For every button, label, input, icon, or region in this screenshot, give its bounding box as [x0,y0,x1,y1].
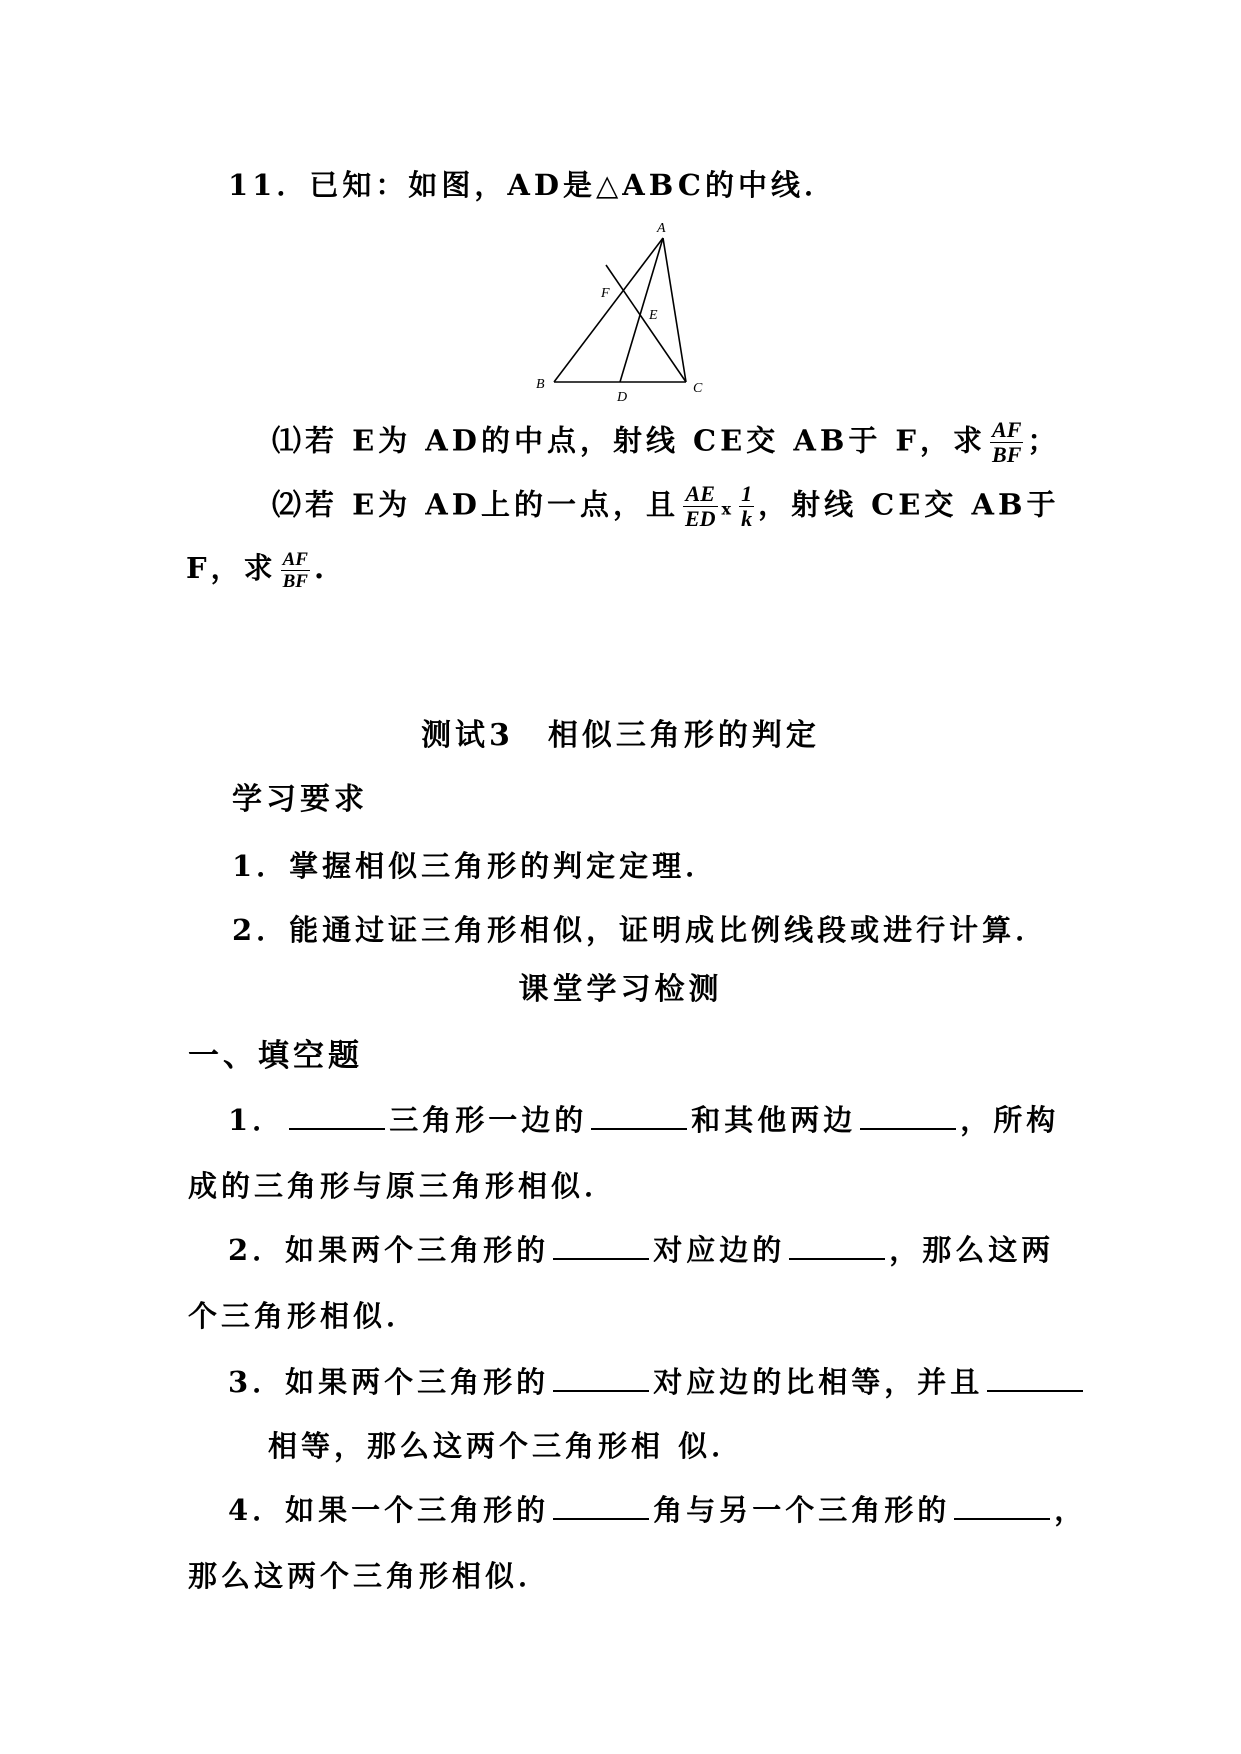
question-text: ，那么这两 [889,1233,1055,1267]
fraction-numerator: AF [282,548,308,570]
answer-blank[interactable] [553,1232,649,1260]
problem-11-part-1 [272,418,1060,467]
label-b: B [536,377,545,392]
fraction-denominator: k [741,506,753,531]
part2-line2-text: F，求 [186,551,277,585]
ray-ce [606,265,686,382]
question-text: 对应边的 [653,1233,786,1267]
label-e: E [649,308,658,323]
fill-blank-heading: 一、填空题 [188,1038,363,1074]
fraction-1-k [739,482,754,531]
side-ab [554,238,663,382]
fraction-denominator: BF [282,570,308,592]
classroom-heading: 课堂学习检测 [518,972,723,1007]
question-text: ，所构 [960,1103,1060,1137]
answer-blank[interactable] [553,1364,649,1392]
question-4-line-2: 那么这两个三角形相似． [188,1559,552,1593]
section-title: 测试3 相似三角形的判定 [421,718,820,753]
fraction-denominator: ED [684,506,716,531]
fraction-af-bf [990,418,1023,467]
answer-blank[interactable] [789,1232,885,1260]
question-text: 1． [228,1103,286,1137]
side-ac [663,238,686,382]
label-a: A [657,221,666,236]
part1-text: ⑴若 E为 AD的中点，射线 CE交 AB于 F，求 [272,423,987,458]
part2-suffix: ，射线 CE交 AB于 [758,487,1060,522]
question-text: ， [1054,1493,1088,1527]
question-1-line-2: 成的三角形与原三角形相似． [188,1169,618,1203]
answer-blank[interactable] [987,1364,1083,1392]
question-text: 三角形一边的 [389,1103,588,1137]
question-2 [228,1230,1054,1270]
question-text: 角与另一个三角形的 [653,1493,951,1527]
fraction-numerator: AE [683,482,718,507]
label-d: D [617,390,628,405]
part2-line2-suffix: . [313,551,329,585]
fraction-ae-ed [683,482,718,531]
problem-11-part-2 [272,482,1059,531]
label-f: F [601,286,610,301]
requirements-heading: 学习要求 [232,782,368,817]
question-3-line-2: 相等，那么这两个三角形相 似． [268,1429,745,1463]
question-2-line-2: 个三角形相似． [188,1299,420,1333]
fraction-numerator: 1 [741,481,753,506]
question-text: 3．如果两个三角形的 [228,1365,550,1399]
answer-blank[interactable] [591,1102,687,1130]
question-text: 对应边的比相等，并且 [653,1365,984,1399]
question-text: 和其他两边 [691,1103,857,1137]
part2-text: ⑵若 E为 AD上的一点，且 [272,487,679,522]
problem-11-part-2-line-2 [186,548,328,592]
requirement-1: 1．掌握相似三角形的判定定理． [232,849,719,883]
answer-blank[interactable] [289,1102,385,1130]
fraction-numerator: AF [992,417,1022,442]
question-text: 4．如果一个三角形的 [228,1493,550,1527]
part1-suffix: ； [1027,423,1061,458]
requirement-2: 2．能通过证三角形相似，证明成比例线段或进行计算． [232,913,1049,947]
answer-blank[interactable] [860,1102,956,1130]
question-text: 2．如果两个三角形的 [228,1233,550,1267]
label-c: C [693,381,703,396]
answer-blank[interactable] [954,1492,1050,1520]
fraction-denominator: BF [992,442,1022,467]
question-1 [228,1100,1059,1140]
fraction-af-bf-2 [281,549,310,592]
question-4 [228,1490,1087,1530]
question-3 [228,1362,1087,1402]
answer-blank[interactable] [553,1492,649,1520]
part2-mid: ⅹ [721,499,736,519]
problem-11-stem: 11．已知：如图，AD是△ABC的中线． [228,168,837,202]
